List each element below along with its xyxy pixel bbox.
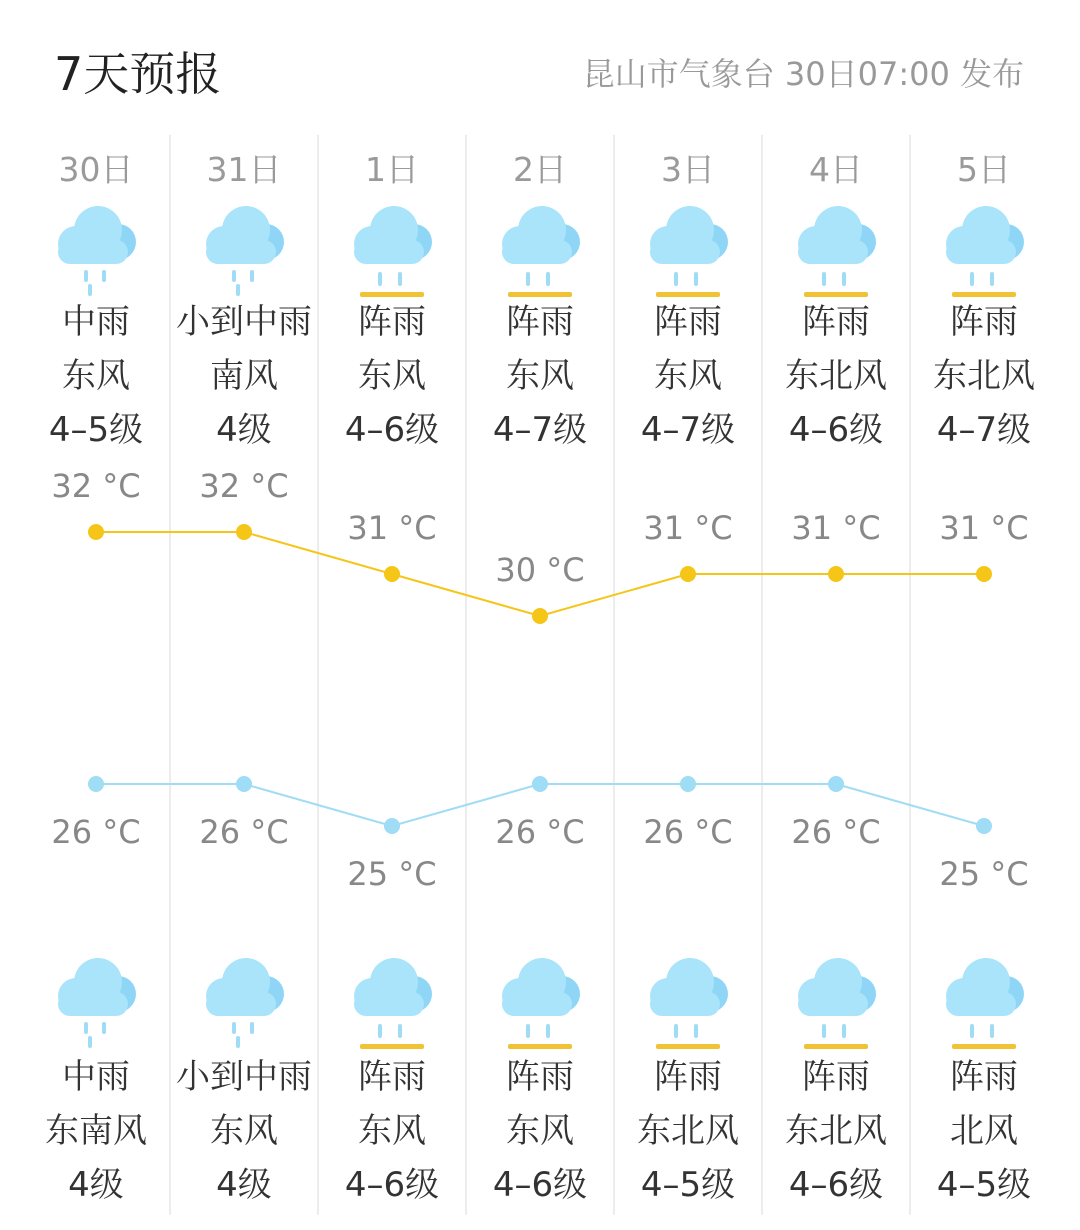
night-wind-direction: 东南风: [45, 1111, 147, 1151]
night-wind-level: 4–5级: [640, 1165, 736, 1205]
night-weather: 小到中雨: [176, 1057, 312, 1097]
night-wind-level: 4级: [216, 1165, 272, 1205]
date-label: 31日: [206, 150, 282, 189]
night-wind-direction: 东北风: [637, 1111, 739, 1151]
day-wind-level: 4–6级: [344, 410, 440, 450]
night-weather: 阵雨: [802, 1057, 870, 1097]
low-temp-label: 26 °C: [643, 813, 733, 851]
high-temp-point: [680, 566, 696, 582]
low-temp-label: 26 °C: [495, 813, 585, 851]
high-temp-label: 31 °C: [791, 509, 881, 547]
date-label: 1日: [365, 150, 419, 189]
day-weather: 阵雨: [950, 302, 1018, 342]
high-temp-label: 31 °C: [347, 509, 437, 547]
day-wind-direction: 东风: [358, 356, 426, 396]
night-wind-direction: 东风: [506, 1111, 574, 1151]
high-temp-label: 31 °C: [643, 509, 733, 547]
day-wind-level: 4–7级: [492, 410, 588, 450]
night-weather: 阵雨: [506, 1057, 574, 1097]
day-wind-direction: 东风: [506, 356, 574, 396]
date-label: 2日: [513, 150, 567, 189]
high-temp-label: 30 °C: [495, 551, 585, 589]
day-wind-direction: 东北风: [785, 356, 887, 396]
night-wind-level: 4–6级: [492, 1165, 588, 1205]
day-weather: 阵雨: [358, 302, 426, 342]
high-temp-point: [532, 608, 548, 624]
low-temp-label: 26 °C: [791, 813, 881, 851]
low-temp-point: [384, 818, 400, 834]
day-wind-direction: 南风: [210, 356, 278, 396]
day-weather: 阵雨: [654, 302, 722, 342]
low-temp-label: 25 °C: [347, 855, 437, 893]
low-temp-label: 25 °C: [939, 855, 1029, 893]
night-weather: 阵雨: [654, 1057, 722, 1097]
low-temp-point: [532, 776, 548, 792]
day-wind-level: 4级: [216, 410, 272, 450]
high-temp-point: [828, 566, 844, 582]
night-weather: 阵雨: [950, 1057, 1018, 1097]
day-wind-direction: 东北风: [933, 356, 1035, 396]
high-temp-point: [236, 524, 252, 540]
day-weather: 中雨: [62, 302, 130, 342]
night-wind-direction: 北风: [950, 1111, 1018, 1151]
night-wind-level: 4级: [68, 1165, 124, 1205]
low-temp-point: [88, 776, 104, 792]
date-label: 4日: [809, 150, 863, 189]
high-temp-point: [88, 524, 104, 540]
night-wind-level: 4–5级: [936, 1165, 1032, 1205]
high-temp-point: [384, 566, 400, 582]
high-temp-point: [976, 566, 992, 582]
night-wind-direction: 东风: [210, 1111, 278, 1151]
day-wind-level: 4–5级: [48, 410, 144, 450]
day-wind-direction: 东风: [654, 356, 722, 396]
high-temp-label: 32 °C: [51, 467, 141, 505]
night-weather: 中雨: [62, 1057, 130, 1097]
night-wind-direction: 东风: [358, 1111, 426, 1151]
night-wind-direction: 东北风: [785, 1111, 887, 1151]
day-wind-direction: 东风: [62, 356, 130, 396]
night-wind-level: 4–6级: [344, 1165, 440, 1205]
date-label: 30日: [58, 150, 134, 189]
forecast-source: 昆山市气象台 30日07:00 发布: [582, 55, 1024, 93]
low-temp-label: 26 °C: [51, 813, 141, 851]
page-title: 7天预报: [54, 47, 222, 101]
day-wind-level: 4–7级: [640, 410, 736, 450]
low-temp-point: [236, 776, 252, 792]
night-weather: 阵雨: [358, 1057, 426, 1097]
day-weather: 小到中雨: [176, 302, 312, 342]
high-temp-label: 31 °C: [939, 509, 1029, 547]
date-label: 3日: [661, 150, 715, 189]
low-temp-point: [828, 776, 844, 792]
low-temp-point: [976, 818, 992, 834]
day-weather: 阵雨: [506, 302, 574, 342]
high-temp-label: 32 °C: [199, 467, 289, 505]
high-temp-line: [96, 532, 984, 616]
date-label: 5日: [957, 150, 1011, 189]
day-wind-level: 4–6级: [788, 410, 884, 450]
day-wind-level: 4–7级: [936, 410, 1032, 450]
day-weather: 阵雨: [802, 302, 870, 342]
night-wind-level: 4–6级: [788, 1165, 884, 1205]
low-temp-label: 26 °C: [199, 813, 289, 851]
low-temp-point: [680, 776, 696, 792]
